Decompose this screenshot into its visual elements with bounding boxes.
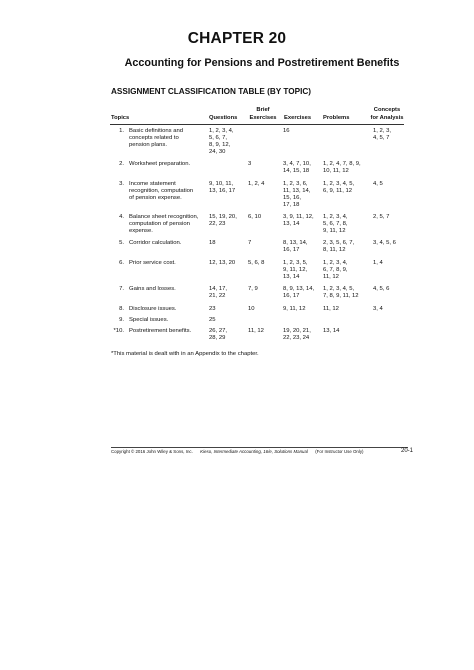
footer-copyright: Copyright © 2016 John Wiley & Sons, Inc. xyxy=(111,449,193,454)
row-topic: Postretirement benefits. xyxy=(129,328,192,334)
chapter-title: Accounting for Pensions and Postretirement Benefits xyxy=(124,57,400,69)
row-topic: Corridor calculation. xyxy=(129,240,182,246)
row-topic: Special issues. xyxy=(129,317,169,323)
row-number: 5. xyxy=(119,240,124,246)
row-questions: 18 xyxy=(209,240,216,246)
row-exercises: 8, 13, 14, 16, 17 xyxy=(283,240,308,253)
header-questions: Questions xyxy=(209,115,238,121)
chapter-heading: CHAPTER 20 xyxy=(187,30,287,47)
page-number: 20-1 xyxy=(401,448,414,454)
row-number: 8. xyxy=(119,306,124,312)
header-brief: Brief xyxy=(256,107,270,113)
footer-book-title: Kieso, Intermediate Accounting, 16/e, Solutions Manual xyxy=(200,449,308,454)
row-problems: 1, 2, 3, 4, 5, 7, 8, 9, 11, 12 xyxy=(323,286,359,299)
row-questions: 26, 27, 28, 29 xyxy=(209,328,228,341)
row-number: 2. xyxy=(119,161,124,167)
row-questions: 1, 2, 3, 4, 5, 6, 7, 8, 9, 12, 24, 30 xyxy=(209,128,234,155)
row-concepts: 3, 4 xyxy=(373,306,383,312)
row-exercises: 16 xyxy=(283,128,290,134)
row-exercises: 3, 9, 11, 12, 13, 14 xyxy=(283,214,314,227)
row-problems: 13, 14 xyxy=(323,328,340,334)
row-problems: 11, 12 xyxy=(323,306,339,312)
page-footer xyxy=(111,449,364,454)
row-problems: 1, 2, 3, 4, 5, 6, 7, 8, 9, 11, 12 xyxy=(323,214,348,234)
row-exercises: 1, 2, 3, 6, 11, 13, 14, 15, 16, 17, 18 xyxy=(283,181,311,208)
row-brief-exercises: 1, 2, 4 xyxy=(248,181,265,187)
row-brief-exercises: 3 xyxy=(248,161,252,167)
header-for-analysis: for Analysis xyxy=(370,115,404,121)
row-questions: 25 xyxy=(209,317,216,323)
row-problems: 1, 2, 4, 7, 8, 9, 10, 11, 12 xyxy=(323,161,361,174)
row-number: 1. xyxy=(119,128,124,134)
row-questions: 23 xyxy=(209,306,216,312)
section-heading: ASSIGNMENT CLASSIFICATION TABLE (BY TOPIC) xyxy=(111,87,311,96)
row-topic: Balance sheet recognition, computation of pension expense. xyxy=(129,214,199,234)
row-brief-exercises: 10 xyxy=(248,306,255,312)
row-number: 6. xyxy=(119,260,124,266)
row-exercises: 1, 2, 3, 5, 9, 11, 12, 13, 14 xyxy=(283,260,308,280)
row-problems: 1, 2, 3, 4, 6, 7, 8, 9, 11, 12 xyxy=(323,260,348,280)
row-number: 4. xyxy=(119,214,124,220)
row-topic: Income statement recognition, computation of pension expense. xyxy=(129,181,194,201)
row-exercises: 3, 4, 7, 10, 14, 15, 18 xyxy=(283,161,311,174)
row-topic: Gains and losses. xyxy=(129,286,176,292)
row-exercises: 9, 11, 12 xyxy=(283,306,306,312)
header-problems: Problems xyxy=(323,115,350,121)
row-concepts: 3, 4, 5, 6 xyxy=(373,240,396,246)
header-exercises: Exercises xyxy=(284,115,312,121)
row-brief-exercises: 7, 9 xyxy=(248,286,258,292)
row-topic: Worksheet preparation. xyxy=(129,161,191,167)
row-exercises: 8, 9, 13, 14, 16, 17 xyxy=(283,286,315,299)
row-number: *10. xyxy=(113,328,124,334)
row-brief-exercises: 5, 6, 8 xyxy=(248,260,265,266)
row-concepts: 1, 4 xyxy=(373,260,383,266)
row-concepts: 4, 5, 6 xyxy=(373,286,390,292)
row-problems: 2, 3, 5, 6, 7, 8, 11, 12 xyxy=(323,240,355,253)
footer-usage-note: (For Instructor Use Only) xyxy=(315,449,364,454)
row-exercises: 19, 20, 21, 22, 23, 24 xyxy=(283,328,311,341)
row-brief-exercises: 11, 12 xyxy=(248,328,264,334)
header-topics: Topics xyxy=(111,115,130,121)
header-brief-exercises: Exercises xyxy=(249,115,277,121)
row-questions: 9, 10, 11, 13, 16, 17 xyxy=(209,181,236,194)
row-brief-exercises: 6, 10 xyxy=(248,214,262,220)
row-brief-exercises: 7 xyxy=(248,240,252,246)
row-questions: 12, 13, 20 xyxy=(209,260,236,266)
row-questions: 15, 19, 20, 22, 23 xyxy=(209,214,237,227)
appendix-footnote: *This material is dealt with in an Appendix to the chapter. xyxy=(111,351,259,357)
row-concepts: 4, 5 xyxy=(373,181,383,187)
header-concepts: Concepts xyxy=(373,107,401,113)
footer-rule xyxy=(111,447,408,448)
row-topic: Disclosure issues. xyxy=(129,306,177,312)
row-number: 3. xyxy=(119,181,124,187)
row-problems: 1, 2, 3, 4, 5, 6, 9, 11, 12 xyxy=(323,181,355,194)
row-topic: Basic definitions and concepts related to pension plans. xyxy=(129,128,184,148)
row-concepts: 1, 2, 3, 4, 5, 7 xyxy=(373,128,392,141)
row-number: 7. xyxy=(119,286,124,292)
row-questions: 14, 17, 21, 22 xyxy=(209,286,228,299)
header-rule xyxy=(110,124,404,125)
row-number: 9. xyxy=(119,317,124,323)
row-concepts: 2, 5, 7 xyxy=(373,214,390,220)
row-topic: Prior service cost. xyxy=(129,260,176,266)
